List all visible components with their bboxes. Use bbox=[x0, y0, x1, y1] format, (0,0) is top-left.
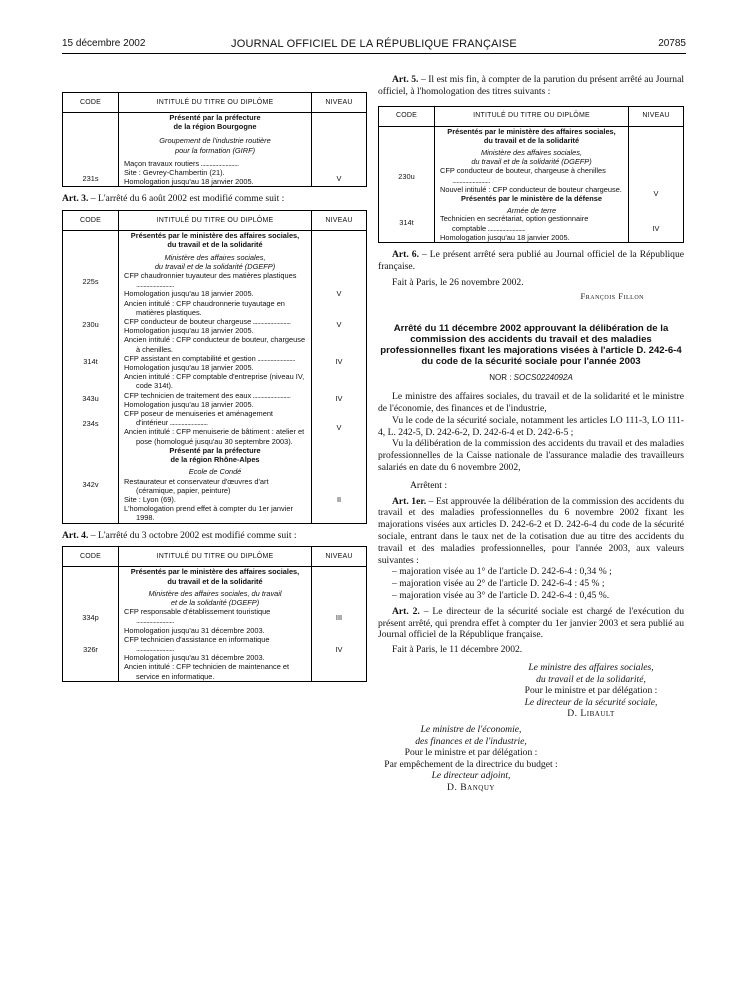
signature-fillon: François Fillon bbox=[580, 291, 644, 302]
article-6: Art. 6. – Le présent arrêté sera publié au Journal officiel de la République française. bbox=[378, 249, 684, 272]
section-heading: Présentés par le ministère des affaires sociales, du travail et de la solidarité bbox=[447, 126, 616, 145]
article-3: Art. 3. – L'arrêté du 6 août 2002 est modifié comme suit : bbox=[62, 193, 285, 205]
decree-intro: Le ministre des affaires sociales, du travail et de la solidarité et le ministre de l'économie, des finances et de l'industrie, bbox=[378, 391, 684, 415]
nor-reference: NOR : SOCS0224092A bbox=[489, 373, 573, 383]
decree-vu-2: Vu la délibération de la commission des accidents du travail et des maladies professionnelles de la Caisse nationale de l'assurance maladie des travailleurs salariés en date du 6 novembre 2002, bbox=[378, 438, 684, 473]
col-header-intitule: INTITULÉ DU TITRE OU DIPLÔME bbox=[435, 106, 629, 126]
left-column bbox=[62, 60, 367, 682]
right-column bbox=[378, 60, 684, 793]
col-header-niveau: NIVEAU bbox=[312, 547, 367, 567]
section-cell bbox=[435, 126, 629, 166]
decree-item: – majoration visée au 3° de l'article D. 242-6-4 : 0,45 %. bbox=[392, 589, 610, 601]
col-header-code: CODE bbox=[63, 93, 119, 113]
niveau-cell: V bbox=[629, 126, 684, 215]
header-date: 15 décembre 2002 bbox=[62, 38, 146, 49]
section-heading: Présenté par la préfecture de la région Bourgogne bbox=[169, 113, 261, 132]
table-fin-homologation bbox=[378, 106, 684, 216]
table-homologation-1 bbox=[62, 92, 367, 187]
section-heading: Présentés par le ministère des affaires sociales, du travail et de la solidarité bbox=[130, 567, 300, 586]
table-row: 225s CFP chaudronnier tuyauteur des matières plastiques ..... Homologation jusqu'au 18 janvier 2005. Ancien intitulé : CFP chaudronnerie tuyautage en matières plastiques. V bbox=[63, 271, 367, 317]
entry-lines: Maçon travaux routiers ..... Site : Gevrey-Chambertin (21). Homologation jusqu'au 18 janvier 2005. bbox=[124, 159, 306, 187]
section-cell bbox=[435, 194, 629, 215]
table-homologation-2 bbox=[62, 210, 367, 523]
table-row: 230u CFP conducteur de bouteur chargeuse ..... Homologation jusqu'au 18 janvier 2005. Ancien intitulé : CFP conducteur de bouteur, chargeuse à chenilles. V bbox=[63, 317, 367, 354]
section-cell bbox=[119, 231, 312, 271]
col-header-niveau: NIVEAU bbox=[312, 93, 367, 113]
table-row: 314t Technicien en secrétariat, option gestionnaire comptable ..... Homologation jusqu'au 18 janvier 2005. IV bbox=[379, 214, 684, 242]
organization-name: Ecole de Condé bbox=[188, 467, 242, 477]
col-header-intitule: INTITULÉ DU TITRE OU DIPLÔME bbox=[119, 547, 312, 567]
header-rule bbox=[62, 53, 686, 54]
section-cell bbox=[119, 446, 312, 477]
organization-name: Ministère des affaires sociales, du travail et de la solidarité (DGEFP) bbox=[471, 148, 592, 167]
decree-title: Arrêté du 11 décembre 2002 approuvant la délibération de la commission des accidents du travail et des maladies professionnelles fixant les majorations visées à l'article D. 242-6-4 du code de la sécurité sociale pour l'année 2003 bbox=[380, 323, 682, 368]
article-5: Art. 5. – Il est mis fin, à compter de la parution du présent arrêté au Journal officiel, à l'homologation des titres suivants : bbox=[378, 74, 685, 97]
table-row: 234s CFP poseur de menuiseries et aménagement d'intérieur ..... Ancien intitulé : CFP menuiserie de bâtiment : atelier et pose (homologué jusqu'au 30 septembre 2003). V bbox=[63, 409, 367, 446]
col-header-intitule: INTITULÉ DU TITRE OU DIPLÔME bbox=[119, 211, 312, 231]
table-fin-homologation-cont bbox=[378, 214, 684, 243]
col-header-code: CODE bbox=[63, 211, 119, 231]
intitule-cell bbox=[119, 113, 312, 187]
organization-name: Ministère des affaires sociales, du travail et de la solidarité (DGEFP) bbox=[148, 588, 282, 607]
table-row: 326r CFP technicien d'assistance en informatique ..... Homologation jusqu'au 31 décembre 2003. Ancien intitulé : CFP technicien de maintenance et service en informatique. IV bbox=[63, 635, 367, 682]
col-header-code: CODE bbox=[63, 547, 119, 567]
table-row: 343u CFP technicien de traitement des eaux ..... Homologation jusqu'au 18 janvier 2005. IV bbox=[63, 391, 367, 409]
col-header-niveau: NIVEAU bbox=[312, 211, 367, 231]
decree-vu-1: Vu le code de la sécurité sociale, notamment les articles LO 111-3, LO 111-4, L. 242-5, D. 242-6-2, D. 242-6-4 et D. 242-6-5 ; bbox=[378, 414, 684, 438]
fait-a-paris-2: Fait à Paris, le 11 décembre 2002. bbox=[392, 644, 523, 656]
section-cell bbox=[119, 567, 312, 607]
table-row: 230u CFP conducteur de bouteur, chargeuse à chenilles ..... Nouvel intitulé : CFP conducteur de bouteur chargeuse. bbox=[379, 166, 684, 194]
decree-article-1: Art. 1er. – Est approuvée la délibération de la commission des accidents du travail et des maladies professionnelles du 6 novembre 2002 fixant les majorations visées aux articles D. 242-6-2 et D. 242-6-4 du code de la sécurité sociale, entrant dans le taux net de la cotisation due au titre des accidents du travail et des maladies professionnelles, pour l'année 2003, aux valeurs suivantes : bbox=[378, 495, 685, 566]
col-header-niveau: NIVEAU bbox=[629, 106, 684, 126]
header-journal-title: JOURNAL OFFICIEL DE LA RÉPUBLIQUE FRANÇAISE bbox=[231, 38, 517, 50]
section-heading: Présenté par la préfecture de la région Rhône-Alpes bbox=[169, 445, 261, 465]
organization-name: Ministère des affaires sociales, du travail et de la solidarité (DGEFP) bbox=[154, 252, 276, 271]
article-4: Art. 4. – L'arrêté du 3 octobre 2002 est modifié comme suit : bbox=[62, 529, 297, 541]
table-row: 314t CFP assistant en comptabilité et gestion ..... Homologation jusqu'au 18 janvier 2005. Ancien intitulé : CFP comptable d'entreprise (niveau IV, code 314t). IV bbox=[63, 354, 367, 391]
organization-name: Armée de terre bbox=[506, 206, 557, 216]
decree-article-2: Art. 2. – Le directeur de la sécurité sociale est chargé de l'exécution du présent arrêté, qui prendra effet à compter du 1er janvier 2003 et sera publié au Journal officiel de la République française. bbox=[378, 605, 684, 641]
decree-item: – majoration visée au 2° de l'article D. 242-6-4 : 45 % ; bbox=[392, 578, 605, 590]
col-header-code: CODE bbox=[379, 106, 435, 126]
fait-a-paris-1: Fait à Paris, le 26 novembre 2002. bbox=[392, 276, 524, 288]
section-heading: Présentés par le ministère des affaires sociales, du travail et de la solidarité bbox=[130, 231, 300, 250]
signature-block-2: Le ministre de l'économie, des finances et de l'industrie, Pour le ministre et par délégation : Par empêchement de la directrice du budget : Le directeur adjoint, D. Banquy bbox=[384, 723, 558, 793]
signature-block-1: Le ministre des affaires sociales, du travail et de la solidarité, Pour le ministre et par délégation : Le directeur de la sécurité sociale, D. Libault bbox=[524, 661, 658, 720]
section-heading: Présentés par le ministère de la défense bbox=[461, 194, 602, 204]
niveau-cell: V bbox=[312, 113, 367, 187]
code-cell: 231s bbox=[63, 113, 119, 187]
table-row: 342v Restaurateur et conservateur d'œuvres d'art (céramique, papier, peinture) Site : Lyon (69). L'homologation prend effet à compter du 1er janvier 1998. II bbox=[63, 477, 367, 524]
decree-arretent: Arrêtent : bbox=[410, 479, 448, 491]
decree-item: – majoration visée au 1° de l'article D. 242-6-4 : 0,34 % ; bbox=[392, 566, 612, 578]
col-header-intitule: INTITULÉ DU TITRE OU DIPLÔME bbox=[119, 93, 312, 113]
table-homologation-3 bbox=[62, 546, 367, 681]
table-row: 334p CFP responsable d'établissement touristique ..... Homologation jusqu'au 31 décembre 2003. III bbox=[63, 607, 367, 635]
header-page-number: 20785 bbox=[658, 38, 686, 49]
organization-name: Groupement de l'industrie routière pour la formation (GIRF) bbox=[159, 136, 271, 155]
